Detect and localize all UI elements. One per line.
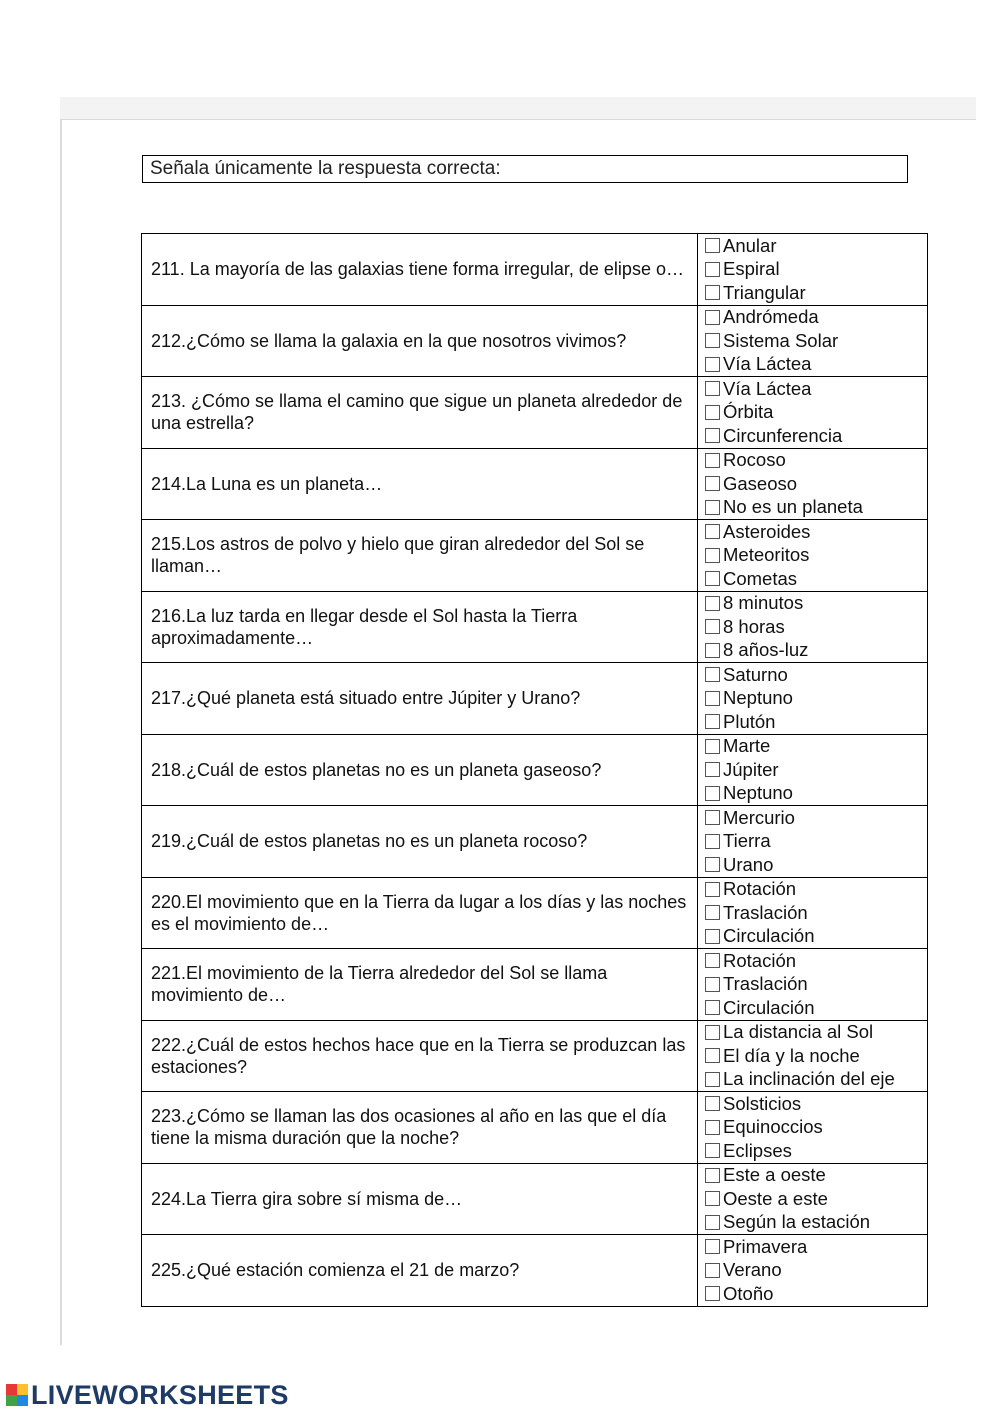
question-text: 223.¿Cómo se llaman las dos ocasiones al año en las que el día tiene la misma duración que la noche?	[151, 1106, 667, 1149]
answer-option[interactable]	[698, 544, 927, 568]
answer-option[interactable]	[698, 449, 927, 473]
answer-label: Neptuno	[723, 687, 793, 709]
answer-option[interactable]	[698, 1164, 927, 1188]
question-cell	[142, 1235, 698, 1307]
instruction-box: Señala únicamente la respuesta correcta:	[142, 155, 908, 183]
question-cell	[142, 877, 698, 949]
answer-label: No es un planeta	[723, 496, 863, 518]
question-text: 215.Los astros de polvo y hielo que giran alrededor del Sol se llaman…	[151, 534, 645, 577]
answer-checkbox[interactable]	[705, 834, 720, 849]
question-cell	[142, 806, 698, 878]
answer-label: Este a oeste	[723, 1164, 826, 1186]
answer-checkbox[interactable]	[705, 977, 720, 992]
answer-checkbox[interactable]	[705, 548, 720, 563]
answer-checkbox[interactable]	[705, 643, 720, 658]
question-cell	[142, 949, 698, 1021]
answer-label: Circunferencia	[723, 424, 843, 446]
options-cell	[698, 1092, 928, 1164]
answer-option[interactable]	[698, 1021, 927, 1045]
answer-option[interactable]	[698, 520, 927, 544]
answer-label: Órbita	[723, 401, 774, 423]
answer-label: La inclinación del eje	[723, 1068, 895, 1090]
answer-label: Traslación	[723, 973, 808, 995]
answer-label: Oeste a este	[723, 1187, 828, 1209]
question-row	[142, 591, 928, 663]
answer-option[interactable]	[698, 567, 927, 591]
answer-checkbox[interactable]	[705, 357, 720, 372]
answer-option[interactable]	[698, 735, 927, 759]
answer-checkbox[interactable]	[705, 857, 720, 872]
answer-option[interactable]	[698, 878, 927, 902]
answer-checkbox[interactable]	[705, 953, 720, 968]
page-top-edge	[60, 97, 976, 120]
answer-label: Júpiter	[723, 758, 779, 780]
answer-label: Circulación	[723, 925, 815, 947]
answer-option[interactable]	[698, 853, 927, 877]
answer-option[interactable]	[698, 615, 927, 639]
answer-option[interactable]	[698, 258, 927, 282]
answer-option[interactable]	[698, 925, 927, 949]
question-text: 222.¿Cuál de estos hechos hace que en la Tierra se produzcan las estaciones?	[151, 1034, 686, 1077]
answer-label: Neptuno	[723, 782, 793, 804]
answer-checkbox[interactable]	[705, 1048, 720, 1063]
question-cell	[142, 377, 698, 449]
answer-label: Meteoritos	[723, 544, 810, 566]
answer-label: Marte	[723, 735, 771, 757]
question-cell	[142, 1092, 698, 1164]
answer-label: 8 minutos	[723, 592, 804, 614]
answer-checkbox[interactable]	[705, 381, 720, 396]
answer-checkbox[interactable]	[705, 1263, 720, 1278]
options-cell	[698, 877, 928, 949]
question-text: 216.La luz tarda en llegar desde el Sol hasta la Tierra aproximadamente…	[151, 605, 578, 648]
answer-option[interactable]	[698, 1044, 927, 1068]
answer-label: Según la estación	[723, 1211, 871, 1233]
answer-checkbox[interactable]	[705, 905, 720, 920]
logo-mark-square	[6, 1395, 17, 1406]
answer-option[interactable]	[698, 973, 927, 997]
answer-label: Verano	[723, 1259, 782, 1281]
answer-label: Eclipses	[723, 1139, 792, 1161]
answer-option[interactable]	[698, 1139, 927, 1163]
question-cell	[142, 520, 698, 592]
answer-label: Triangular	[723, 281, 806, 303]
answer-checkbox[interactable]	[705, 1191, 720, 1206]
options-cell	[698, 520, 928, 592]
answer-checkbox[interactable]	[705, 810, 720, 825]
question-row	[142, 1020, 928, 1092]
answer-checkbox[interactable]	[705, 929, 720, 944]
options-cell	[698, 1235, 928, 1307]
question-text: 217.¿Qué planeta está situado entre Júpiter y Urano?	[151, 688, 581, 709]
options-cell	[698, 734, 928, 806]
question-row	[142, 663, 928, 735]
question-row	[142, 877, 928, 949]
answer-label: Vía Láctea	[723, 377, 812, 399]
answer-option[interactable]	[698, 639, 927, 663]
options-cell	[698, 949, 928, 1021]
answer-checkbox[interactable]	[705, 500, 720, 515]
answer-option[interactable]	[698, 424, 927, 448]
answer-option[interactable]	[698, 758, 927, 782]
question-row	[142, 1163, 928, 1235]
answer-label: 8 años-luz	[723, 639, 809, 661]
answer-label: 8 horas	[723, 615, 785, 637]
options-cell	[698, 663, 928, 735]
answer-checkbox[interactable]	[705, 762, 720, 777]
answer-option[interactable]	[698, 472, 927, 496]
question-cell	[142, 591, 698, 663]
answer-checkbox[interactable]	[705, 333, 720, 348]
answer-label: Mercurio	[723, 806, 795, 828]
answer-label: Saturno	[723, 663, 788, 685]
question-row	[142, 1092, 928, 1164]
answer-checkbox[interactable]	[705, 1025, 720, 1040]
options-cell	[698, 591, 928, 663]
question-cell	[142, 448, 698, 520]
answer-label: Sistema Solar	[723, 329, 839, 351]
answer-label: Espiral	[723, 258, 780, 280]
question-text: 220.El movimiento que en la Tierra da lugar a los días y las noches es el movimiento de…	[151, 891, 687, 934]
answer-checkbox[interactable]	[705, 786, 720, 801]
answer-label: Andrómeda	[723, 306, 819, 328]
question-cell	[142, 1020, 698, 1092]
logo-mark-square	[17, 1384, 28, 1395]
answer-label: Tierra	[723, 830, 771, 852]
answer-label: Rotación	[723, 878, 797, 900]
options-cell	[698, 305, 928, 377]
answer-option[interactable]	[698, 592, 927, 616]
answer-checkbox[interactable]	[705, 238, 720, 253]
question-row	[142, 377, 928, 449]
question-row	[142, 234, 928, 306]
answer-label: Plutón	[723, 710, 776, 732]
answer-option[interactable]	[698, 1092, 927, 1116]
answer-label: Circulación	[723, 996, 815, 1018]
answer-label: Cometas	[723, 567, 798, 589]
answer-label: La distancia al Sol	[723, 1021, 874, 1043]
answer-option[interactable]	[698, 1211, 927, 1235]
liveworksheets-logo	[6, 1379, 289, 1410]
answer-option[interactable]	[698, 996, 927, 1020]
answer-label: Traslación	[723, 901, 808, 923]
question-text: 224.La Tierra gira sobre sí misma de…	[151, 1188, 463, 1209]
options-cell	[698, 806, 928, 878]
options-cell	[698, 1020, 928, 1092]
question-cell	[142, 663, 698, 735]
question-text: 211. La mayoría de las galaxias tiene forma irregular, de elipse o…	[151, 259, 684, 280]
answer-checkbox[interactable]	[705, 1286, 720, 1301]
answer-checkbox[interactable]	[705, 1072, 720, 1087]
answer-option[interactable]	[698, 1235, 927, 1259]
answer-option[interactable]	[698, 687, 927, 711]
answer-checkbox[interactable]	[705, 691, 720, 706]
options-cell	[698, 234, 928, 306]
logo-mark-square	[17, 1395, 28, 1406]
answer-option[interactable]	[698, 949, 927, 973]
question-text: 221.El movimiento de la Tierra alrededor del Sol se llama movimiento de…	[151, 963, 608, 1006]
quiz-table	[141, 233, 928, 1307]
answer-option[interactable]	[698, 281, 927, 305]
answer-label: Asteroides	[723, 520, 811, 542]
answer-option[interactable]	[698, 496, 927, 520]
answer-option[interactable]	[698, 710, 927, 734]
answer-option[interactable]	[698, 353, 927, 377]
question-text: 213. ¿Cómo se llama el camino que sigue un planeta alrededor de una estrella?	[151, 391, 683, 434]
answer-checkbox[interactable]	[705, 1120, 720, 1135]
answer-option[interactable]	[698, 234, 927, 258]
answer-checkbox[interactable]	[705, 405, 720, 420]
answer-checkbox[interactable]	[705, 262, 720, 277]
answer-checkbox[interactable]	[705, 739, 720, 754]
question-cell	[142, 234, 698, 306]
answer-checkbox[interactable]	[705, 524, 720, 539]
answer-checkbox[interactable]	[705, 571, 720, 586]
question-row	[142, 305, 928, 377]
question-row	[142, 949, 928, 1021]
question-cell	[142, 305, 698, 377]
answer-checkbox[interactable]	[705, 619, 720, 634]
answer-option[interactable]	[698, 306, 927, 330]
question-row	[142, 734, 928, 806]
answer-option[interactable]	[698, 830, 927, 854]
answer-checkbox[interactable]	[705, 428, 720, 443]
answer-option[interactable]	[698, 377, 927, 401]
answer-label: Rotación	[723, 949, 797, 971]
answer-option[interactable]	[698, 329, 927, 353]
answer-option[interactable]	[698, 1116, 927, 1140]
question-text: 225.¿Qué estación comienza el 21 de marzo?	[151, 1260, 520, 1281]
question-cell	[142, 1163, 698, 1235]
answer-option[interactable]	[698, 1259, 927, 1283]
options-cell	[698, 448, 928, 520]
answer-checkbox[interactable]	[705, 1168, 720, 1183]
logo-mark-square	[6, 1384, 17, 1395]
answer-label: Rocoso	[723, 449, 786, 471]
answer-checkbox[interactable]	[705, 596, 720, 611]
answer-label: Gaseoso	[723, 472, 798, 494]
answer-label: Solsticios	[723, 1092, 802, 1114]
question-row	[142, 1235, 928, 1307]
answer-label: Urano	[723, 853, 774, 875]
answer-option[interactable]	[698, 806, 927, 830]
answer-option[interactable]	[698, 782, 927, 806]
answer-checkbox[interactable]	[705, 1239, 720, 1254]
question-cell	[142, 734, 698, 806]
answer-label: Vía Láctea	[723, 353, 812, 375]
answer-checkbox[interactable]	[705, 453, 720, 468]
options-cell	[698, 1163, 928, 1235]
answer-label: Otoño	[723, 1282, 774, 1304]
options-cell	[698, 377, 928, 449]
question-text: 214.La Luna es un planeta…	[151, 473, 383, 494]
answer-checkbox[interactable]	[705, 667, 720, 682]
question-row	[142, 520, 928, 592]
answer-checkbox[interactable]	[705, 1143, 720, 1158]
answer-option[interactable]	[698, 901, 927, 925]
answer-option[interactable]	[698, 663, 927, 687]
answer-checkbox[interactable]	[705, 714, 720, 729]
question-text: 219.¿Cuál de estos planetas no es un planeta rocoso?	[151, 831, 588, 852]
question-row	[142, 448, 928, 520]
answer-option[interactable]	[698, 1187, 927, 1211]
answer-label: El día y la noche	[723, 1044, 860, 1066]
answer-checkbox[interactable]	[705, 1215, 720, 1230]
answer-checkbox[interactable]	[705, 1096, 720, 1111]
logo-mark-icon	[6, 1384, 28, 1406]
answer-label: Equinoccios	[723, 1116, 823, 1138]
answer-option[interactable]	[698, 401, 927, 425]
logo-text: LIVEWORKSHEETS	[31, 1379, 289, 1410]
answer-checkbox[interactable]	[705, 882, 720, 897]
answer-label: Anular	[723, 234, 777, 256]
answer-option[interactable]	[698, 1068, 927, 1092]
question-text: 212.¿Cómo se llama la galaxia en la que nosotros vivimos?	[151, 330, 627, 351]
answer-checkbox[interactable]	[705, 1000, 720, 1015]
answer-option[interactable]	[698, 1282, 927, 1306]
answer-checkbox[interactable]	[705, 310, 720, 325]
question-row	[142, 806, 928, 878]
answer-checkbox[interactable]	[705, 285, 720, 300]
answer-label: Primavera	[723, 1235, 808, 1257]
page-left-edge	[60, 119, 62, 1345]
question-text: 218.¿Cuál de estos planetas no es un planeta gaseoso?	[151, 759, 602, 780]
answer-checkbox[interactable]	[705, 476, 720, 491]
